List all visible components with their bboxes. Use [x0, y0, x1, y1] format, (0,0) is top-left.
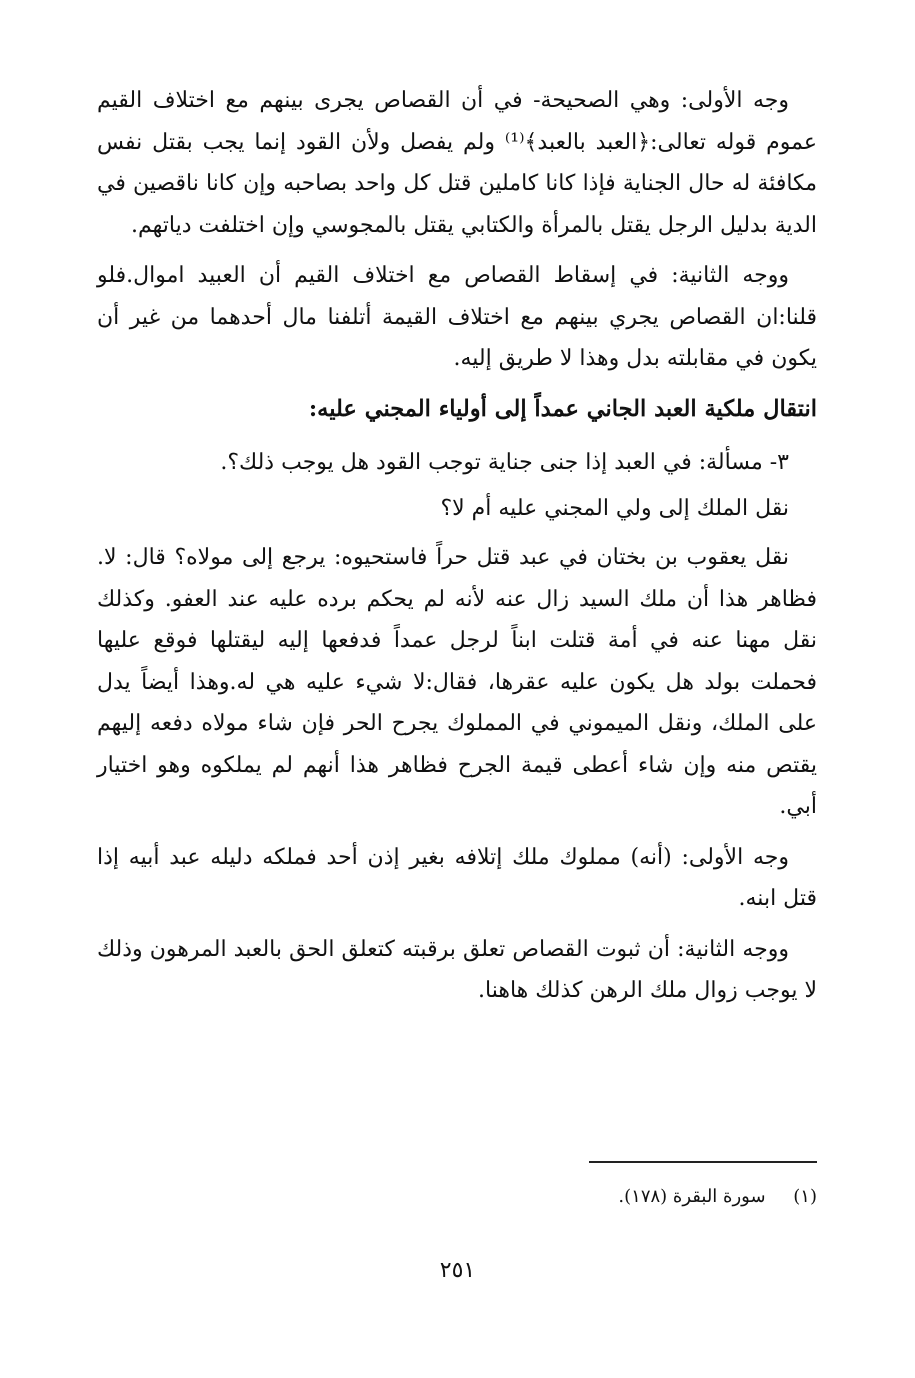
footnote	[97, 1182, 817, 1212]
paragraph-second-view: ووجه الثانية: في إسقاط القصاص مع اختلاف القيم أن العبيد اموال.فلو قلنا:ان القصاص يجري بينهم مع اختلاف القيمة أتلفنا مال أحدهما من غير أن يكون في مقابلته بدل وهذا لا طريق إليه.	[97, 263, 817, 371]
footnote-text: سورة البقرة (١٧٨).	[618, 1186, 766, 1207]
section-heading: انتقال ملكية العبد الجاني عمداً إلى أولياء المجني عليه:	[308, 395, 817, 422]
masala-line-2: نقل الملك إلى ولي المجني عليه أم لا؟	[440, 495, 789, 521]
page-number: ٢٥١	[439, 1258, 476, 1283]
main-text	[97, 80, 817, 1021]
paragraph-narrations: نقل يعقوب بن بختان في عبد قتل حراً فاستحيوه: يرجع إلى مولاه؟ قال: لا. فظاهر هذا أن ملك السيد زال عنه لأنه لم يحكم برده عليه عند العفو. وكذلك نقل مهنا عنه في أمة قتلت ابناً لرجل عمداً فدفعها إليه ليقتلها فوقع عليها فحملت بولد هل يكون عليه عقرها، فقال:لا شيء عليه هي له.وهذا أيضاً يدل على الملك، ونقل الميموني في المملوك يجرح الحر فإن شاء مولاه دفعه إليهم يقتص منه وإن شاء أعطى قيمة الجرح فظاهر هذا أنهم لم يملكوه وهو اختيار أبي.	[97, 545, 817, 819]
paragraph-first-reason: وجه الأولى: (أنه) مملوك ملك إتلافه بغير إذن أحد فملكه دليله عبد أبيه إذا قتل ابنه.	[97, 844, 817, 911]
paragraph-second-reason: ووجه الثانية: أن ثبوت القصاص تعلق برقبته كتعلق الحق بالعبد المرهون وذلك لا يوجب زوال ملك الرهن كذلك هاهنا.	[97, 936, 817, 1003]
paragraph-first-view: وجه الأولى: وهي الصحيحة- في أن القصاص يجرى بينهم مع اختلاف القيم عموم قوله تعالى:﴿العبد بالعبد﴾⁽¹⁾ ولم يفصل ولأن القود إنما يجب بقتل نفس مكافئة له حال الجناية فإذا كانا كاملين قتل كل واحد بصاحبه وإن كانا ناقصين في الدية بدليل الرجل يقتل بالمرأة والكتابي يقتل بالمجوسي وإن اختلفت دياتهم.	[97, 88, 817, 238]
masala-label: ٣- مسألة:	[698, 450, 789, 475]
masala-line-1: في العبد إذا جنى جناية توجب القود هل يوجب ذلك؟.	[220, 450, 692, 475]
footnote-divider	[589, 1161, 817, 1163]
masala-question	[97, 442, 817, 484]
footnote-number: (١)	[793, 1186, 817, 1207]
